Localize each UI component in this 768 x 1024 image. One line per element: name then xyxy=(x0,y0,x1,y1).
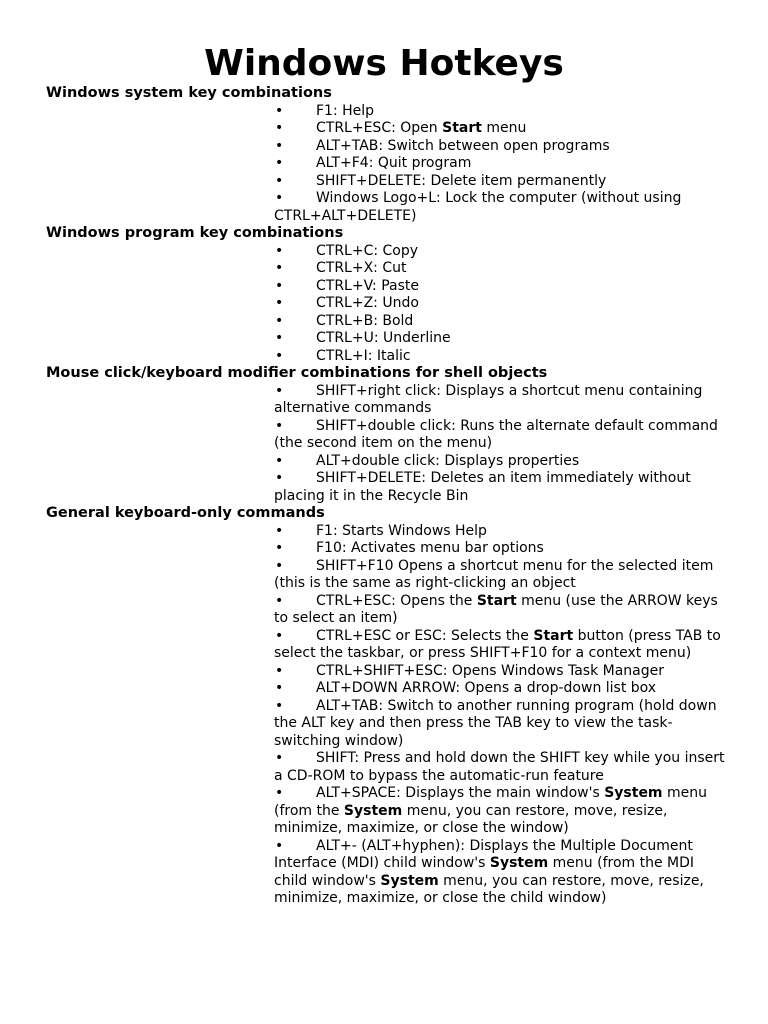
item-text: SHIFT+DELETE: Deletes an item immediately without placing it in the Recycle Bin xyxy=(274,470,696,504)
hotkey-list-item xyxy=(274,155,726,173)
item-text: menu, you can restore, move, resize, minimize, maximize, or close the child window) xyxy=(274,872,709,906)
item-text: menu, you can restore, move, resize, minimize, maximize, or close the window) xyxy=(274,802,672,836)
item-text: CTRL+ESC or ESC: Selects the xyxy=(316,627,534,644)
item-text: CTRL+V: Paste xyxy=(316,277,419,294)
bullet-icon: • xyxy=(275,330,284,346)
item-text: SHIFT: Press and hold down the SHIFT key while you insert a CD-ROM to bypass the automatic-run feature xyxy=(274,750,729,784)
item-text: F1: Starts Windows Help xyxy=(316,522,487,539)
hotkey-list-item xyxy=(274,120,726,138)
bullet-icon: • xyxy=(275,557,284,574)
document-body xyxy=(0,85,768,908)
bullet-icon: • xyxy=(275,347,284,364)
hotkey-list-item xyxy=(274,838,726,908)
hotkey-list-item xyxy=(274,540,726,558)
bullet-icon: • xyxy=(275,592,284,609)
hotkey-list-item xyxy=(274,470,726,505)
item-text: ALT+SPACE: Displays the main window's xyxy=(316,785,605,801)
bullet-icon: • xyxy=(275,470,284,486)
item-text: Windows Logo+L: Lock the computer (without using CTRL+ALT+DELETE) xyxy=(274,190,686,224)
item-text: F1: Help xyxy=(316,102,375,119)
bullet-icon: • xyxy=(275,155,284,171)
item-text: menu xyxy=(481,120,527,136)
bullet-icon: • xyxy=(275,785,284,801)
bullet-icon: • xyxy=(275,452,284,469)
emphasized-text: Start xyxy=(533,627,574,644)
item-text: CTRL+SHIFT+ESC: Opens Windows Task Manager xyxy=(316,662,665,679)
item-text: CTRL+I: Italic xyxy=(316,347,411,364)
hotkey-list-item xyxy=(274,260,726,278)
emphasized-text: System xyxy=(380,872,439,889)
item-text: F10: Activates menu bar options xyxy=(316,540,544,556)
item-text: CTRL+ESC: Open xyxy=(316,120,443,136)
hotkey-list-item xyxy=(274,243,726,261)
section-heading: General keyboard-only commands xyxy=(46,505,325,521)
item-text: CTRL+C: Copy xyxy=(316,242,419,259)
bullet-icon: • xyxy=(275,277,284,294)
hotkey-list-item xyxy=(274,138,726,156)
item-text: menu (from the MDI child window's xyxy=(274,855,699,889)
item-text: ALT+TAB: Switch to another running program (hold down the ALT key and then press the TAB key to view the task-switching window) xyxy=(274,697,722,749)
page-title: Windows Hotkeys xyxy=(204,43,564,84)
bullet-icon: • xyxy=(275,680,284,696)
emphasized-text: System xyxy=(343,802,403,819)
hotkey-list-item xyxy=(274,785,726,838)
emphasized-text: Start xyxy=(476,592,517,609)
emphasized-text: System xyxy=(604,785,663,801)
bullet-icon: • xyxy=(275,540,284,556)
emphasized-text: System xyxy=(489,855,549,871)
item-text: SHIFT+double click: Runs the alternate default command (the second item on the menu) xyxy=(274,417,723,451)
hotkey-list-item xyxy=(274,453,726,471)
hotkey-list-item xyxy=(274,348,726,366)
bullet-icon: • xyxy=(275,172,284,189)
bullet-icon: • xyxy=(275,417,284,434)
item-text: CTRL+ESC: Opens the xyxy=(316,592,477,609)
hotkey-list-item xyxy=(274,680,726,698)
hotkey-list-item xyxy=(274,383,726,418)
bullet-icon: • xyxy=(275,697,284,714)
bullet-icon: • xyxy=(275,190,284,206)
bullet-icon: • xyxy=(275,102,284,119)
item-text: CTRL+B: Bold xyxy=(316,312,414,329)
item-text: ALT+double click: Displays properties xyxy=(316,452,580,469)
item-text: menu (use the ARROW keys to select an item) xyxy=(274,592,723,626)
item-text: button (press TAB to select the taskbar, or press SHIFT+F10 for a context menu) xyxy=(274,627,726,661)
bullet-icon: • xyxy=(275,522,284,539)
bullet-icon: • xyxy=(275,382,284,399)
item-text: CTRL+U: Underline xyxy=(316,330,451,346)
item-text: SHIFT+right click: Displays a shortcut menu containing alternative commands xyxy=(274,382,707,416)
bullet-icon: • xyxy=(275,750,284,766)
item-text: ALT+- (ALT+hyphen): Displays the Multiple Document Interface (MDI) child window's xyxy=(274,837,698,871)
section-heading: Mouse click/keyboard modifier combinations for shell objects xyxy=(46,365,548,381)
bullet-icon: • xyxy=(275,260,284,276)
hotkey-list-item xyxy=(274,750,729,785)
hotkey-list-item xyxy=(274,313,726,331)
bullet-icon: • xyxy=(275,242,284,259)
hotkey-list-item xyxy=(274,173,726,191)
bullet-icon: • xyxy=(275,312,284,329)
hotkey-list-item xyxy=(274,628,726,663)
item-text: CTRL+Z: Undo xyxy=(316,295,419,311)
hotkey-list-item xyxy=(274,190,726,225)
emphasized-text: Start xyxy=(442,120,482,136)
hotkey-list-item xyxy=(274,295,726,313)
bullet-icon: • xyxy=(275,137,284,154)
item-text: SHIFT+F10 Opens a shortcut menu for the selected item (this is the same as right-clicking an object xyxy=(274,557,718,591)
hotkey-list-item xyxy=(274,418,726,453)
item-text: ALT+F4: Quit program xyxy=(316,155,472,171)
item-text: ALT+DOWN ARROW: Opens a drop-down list box xyxy=(316,680,657,696)
section-heading: Windows program key combinations xyxy=(46,225,344,241)
hotkey-list-item xyxy=(274,558,726,593)
bullet-icon: • xyxy=(275,837,284,854)
item-text: menu (from the xyxy=(274,785,716,819)
hotkey-list-item xyxy=(274,330,726,348)
bullet-icon: • xyxy=(275,120,284,136)
item-text: ALT+TAB: Switch between open programs xyxy=(316,137,610,154)
bullet-icon: • xyxy=(275,627,284,644)
bullet-icon: • xyxy=(275,662,284,679)
hotkey-list-item xyxy=(274,593,726,628)
hotkey-list-item xyxy=(274,523,726,541)
hotkey-list-item xyxy=(274,698,726,751)
section-heading: Windows system key combinations xyxy=(46,85,332,101)
item-text: CTRL+X: Cut xyxy=(316,260,407,276)
item-text: SHIFT+DELETE: Delete item permanently xyxy=(316,172,607,189)
hotkey-list-item xyxy=(274,278,726,296)
hotkey-list-item xyxy=(274,663,726,681)
hotkey-list-item xyxy=(274,103,726,121)
bullet-icon: • xyxy=(275,295,284,311)
